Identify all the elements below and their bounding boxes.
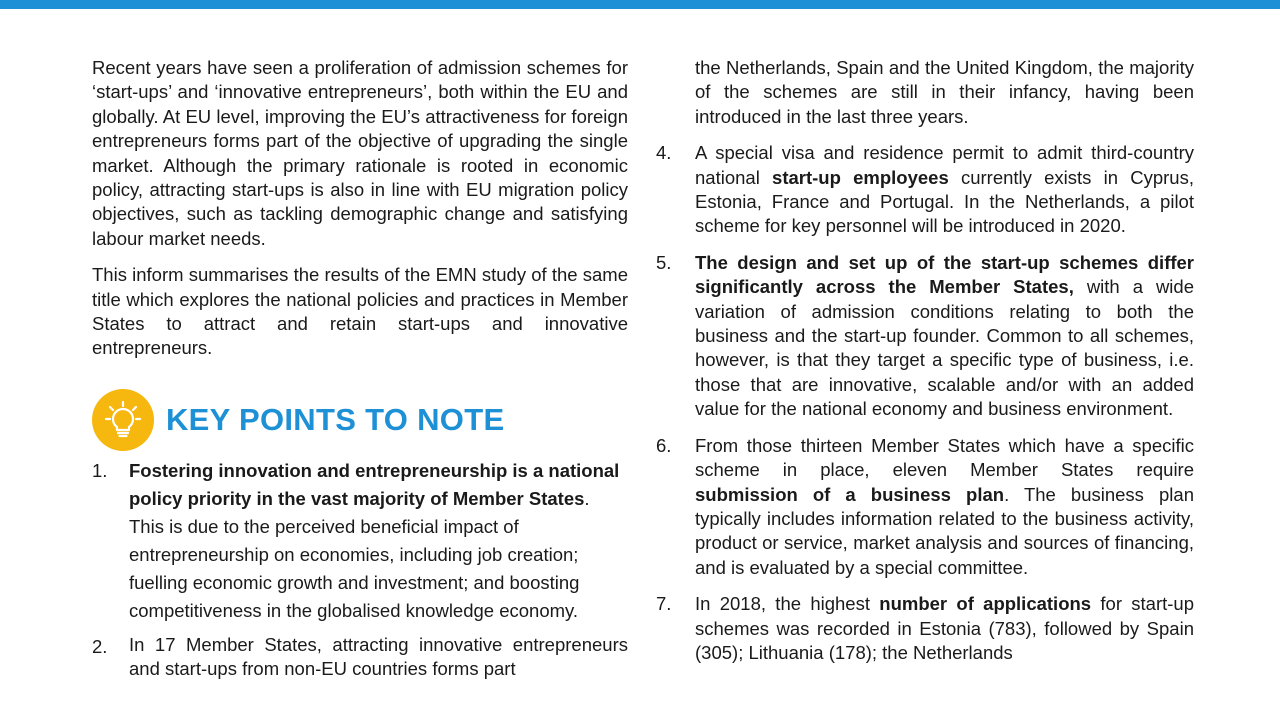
list-item <box>656 434 1194 580</box>
text-run: In 2018, the highest <box>695 593 880 615</box>
intro-paragraph-2: This inform summarises the results of the EMN study of the same title which explores the national policies and practices in Member States to attract and retain start-ups and innovative entrepreneurs. <box>92 264 628 359</box>
list-item <box>92 633 628 682</box>
list-item <box>656 141 1194 239</box>
list-item-continuation: the Netherlands, Spain and the United Kingdom, the majority of the schemes are still in their infancy, having been introduced in the last three years. <box>695 57 1194 127</box>
list-item <box>92 457 628 625</box>
text-run: From those thirteen Member States which have a specific scheme in place, eleven Member States require <box>695 434 1194 481</box>
section-title: KEY POINTS TO NOTE <box>166 401 505 437</box>
list-text <box>129 457 628 625</box>
list-text <box>129 633 628 682</box>
text-run: In 17 Member States, attracting innovative entrepreneurs and start-ups from non-EU countries forms part <box>129 633 628 680</box>
list-item <box>656 251 1194 422</box>
list-number: 1. <box>92 459 108 481</box>
list-number: 2. <box>92 635 108 657</box>
section-heading <box>92 389 628 451</box>
list-text <box>695 141 1194 239</box>
emphasis: submission of a business plan <box>695 483 1005 505</box>
list-item <box>656 592 1194 665</box>
list-text <box>695 251 1194 422</box>
emphasis: Fostering innovation and entrepreneurship is a national policy priority in the vast majority of Member States <box>129 459 620 509</box>
list-number: 4. <box>656 142 672 164</box>
list-text <box>695 592 1194 665</box>
emphasis: The design and set up of the start-up schemes differ significantly across the Member States, <box>695 251 1194 298</box>
top-accent-bar <box>0 0 1280 9</box>
key-points-list-left <box>92 457 628 682</box>
text-run: for start-up schemes was recorded in Estonia (783), followed by Spain (305); Lithuania (178); the Netherlands <box>695 593 1194 663</box>
list-number: 5. <box>656 251 672 273</box>
emphasis: number of applications <box>879 593 1092 615</box>
list-number: 6. <box>656 434 672 456</box>
list-text <box>695 434 1194 580</box>
left-column <box>92 56 628 690</box>
text-run: A special visa and residence permit to admit third-country national <box>695 142 1194 188</box>
text-run: currently exists in Cyprus, Estonia, France and Portugal. In the Netherlands, a pilot scheme for key personnel will be introduced in 2020. <box>695 166 1194 237</box>
lightbulb-icon <box>92 389 154 451</box>
list-number: 7. <box>656 593 672 615</box>
text-run: . The business plan typically includes information related to the business activity, product or service, market analysis and sources of financing, and is evaluated by a special committee. <box>695 483 1194 578</box>
text-run: with a wide variation of admission conditions relating to both the business and the start-up founder. Common to all schemes, however, is that they target a specific type of business, i.e. those that are innovative, scalable and/or with an added value for the national economy and business environment. <box>695 276 1194 420</box>
key-points-list-right <box>656 141 1194 665</box>
right-column <box>656 56 1194 677</box>
intro-paragraph-1: Recent years have seen a proliferation of admission schemes for ‘start-ups’ and ‘innovative entrepreneurs’, both within the EU and globally. At EU level, improving the EU’s attractiveness for foreign entrepreneurs forms part of the objective of upgrading the single market. Although the primary rationale is rooted in economic policy, attracting start-ups is also in line with EU migration policy objectives, such as tackling demographic change and satisfying labour market needs. <box>92 57 628 249</box>
emphasis: start-up employees <box>772 166 949 188</box>
text-run: . This is due to the perceived beneficial impact of entrepreneurship on economies, including job creation; fuelling economic growth and investment; and boosting competitiveness in the globalised knowledge economy. <box>129 487 590 621</box>
